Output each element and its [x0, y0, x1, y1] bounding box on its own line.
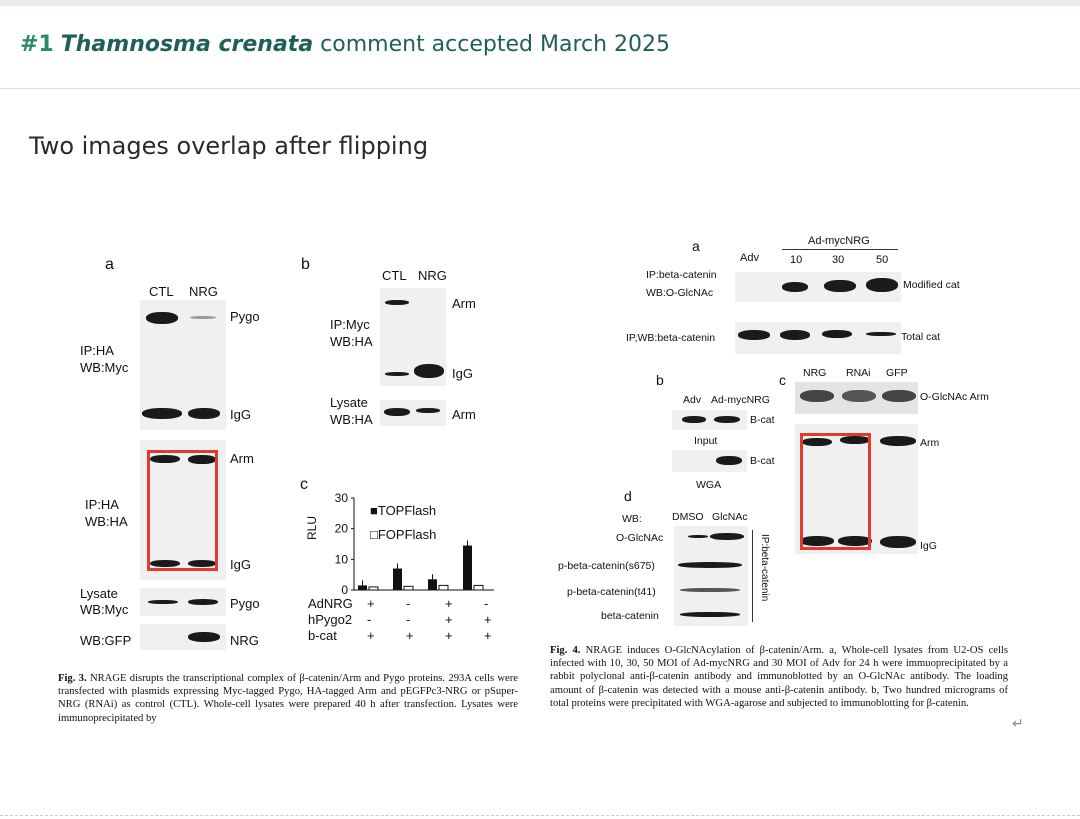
band	[682, 416, 706, 423]
panel-c-letter: c	[300, 476, 308, 493]
dose-10: 10	[790, 254, 803, 266]
wga-label: WGA	[696, 479, 722, 491]
band	[782, 282, 808, 292]
bar-fopflash	[439, 585, 448, 590]
band	[866, 278, 898, 292]
lysate-wb-ha-label: Lysate WB:HA	[330, 395, 373, 427]
ip-bracket	[752, 530, 753, 622]
bar-fopflash	[369, 587, 378, 590]
comment-text: Two images overlap after flipping	[29, 132, 429, 160]
treatment-sign: +	[445, 596, 453, 611]
treatment-sign: +	[484, 628, 492, 643]
band	[414, 364, 444, 378]
row-p-s675: p-beta-catenin(s675)	[558, 560, 655, 572]
bar-fopflash	[404, 586, 413, 590]
bar-topflash	[463, 546, 472, 590]
fig3-caption	[58, 672, 518, 734]
dose-30: 30	[832, 254, 845, 266]
ad-mycnrg-group: Ad-mycNRG	[808, 235, 870, 247]
igg-label-4: IgG	[920, 540, 937, 552]
fig4-caption-lead: Fig. 4.	[550, 645, 581, 656]
band	[822, 330, 852, 338]
band	[148, 600, 178, 604]
panel-a-letter-4: a	[692, 238, 700, 254]
y-tick-label: 20	[334, 521, 348, 536]
oglcnac-arm-label: O-GlcNAc Arm	[920, 391, 989, 403]
glcnac-label: GlcNAc	[712, 511, 748, 523]
comment-header	[20, 32, 670, 57]
treatment-sign: +	[445, 612, 453, 627]
arm-label-b: Arm	[452, 296, 476, 311]
panel-b-letter: b	[301, 256, 310, 273]
band	[680, 612, 740, 617]
lane-nrg-4: NRG	[803, 367, 827, 379]
panel-a-letter: a	[105, 256, 114, 273]
band	[880, 536, 916, 548]
treatment-sign: +	[406, 628, 414, 643]
band	[880, 436, 916, 446]
igg-label-2: IgG	[230, 557, 251, 572]
arm-label: Arm	[230, 451, 254, 466]
legend-fopflash: □FOPFlash	[370, 527, 437, 542]
ip-beta-catenin-side-label: IP:beta-catenin	[759, 534, 770, 602]
pygo-label-2: Pygo	[230, 596, 260, 611]
band	[678, 562, 742, 568]
bar-topflash	[358, 585, 367, 590]
band	[680, 588, 740, 592]
band	[385, 372, 409, 376]
lane-ctl: CTL	[149, 284, 174, 299]
y-tick-label: 30	[334, 491, 348, 505]
dose-50: 50	[876, 254, 889, 266]
treatment-sign: +	[445, 628, 453, 643]
ip-beta-catenin-label: IP:beta-catenin WB:O-GlcNAc	[646, 269, 717, 299]
lane-ctl-b: CTL	[382, 268, 407, 283]
band	[188, 632, 220, 642]
modified-cat-label: Modified cat	[903, 279, 960, 291]
band	[188, 408, 220, 419]
row-oglcnac: O-GlcNAc	[616, 532, 664, 544]
blot-d	[674, 526, 748, 626]
lysate-wb-myc-label: Lysate WB:Myc	[80, 586, 129, 617]
legend-fopflash-text: FOPFlash	[377, 527, 437, 542]
treatment-sign: +	[367, 628, 375, 643]
row-p-t41: p-beta-catenin(t41)	[567, 586, 656, 598]
fig4-caption	[550, 644, 1008, 734]
comment-number: #1	[20, 32, 54, 57]
band	[188, 599, 218, 605]
band	[842, 390, 876, 402]
band	[190, 316, 216, 319]
legend-topflash: ■TOPFlash	[370, 503, 437, 518]
treatment-sign: -	[406, 612, 411, 627]
treatment-sign: +	[367, 596, 375, 611]
input-label: Input	[694, 435, 718, 447]
lane-gfp-4: GFP	[886, 367, 908, 379]
y-tick-label: 0	[341, 583, 348, 597]
ip-myc-wb-ha-label: IP:Myc WB:HA	[330, 317, 373, 349]
group-line	[782, 249, 898, 250]
band	[385, 300, 409, 305]
adv-label: Adv	[740, 252, 759, 264]
overlap-highlight-box-2	[800, 433, 871, 550]
bar-topflash	[428, 579, 437, 590]
comment-status: comment accepted March 2025	[320, 32, 671, 57]
treatment-name: AdNRG	[308, 596, 353, 611]
panel-d-letter-4: d	[624, 488, 632, 504]
legend-topflash-text: TOPFlash	[377, 503, 437, 518]
ip-ha-wb-ha-label: IP:HA WB:HA	[85, 497, 128, 529]
band	[688, 535, 708, 538]
band	[780, 330, 810, 340]
fig4-caption-text: NRAGE induces O-GlcNAcylation of β-catenin/Arm. a, Whole-cell lysates from U2-OS cells infected with 10, 30, 50 MOI of Ad-mycNRG and 30 MOI of Adv for 24 h were immuoprecipitated by a rabbit polyclonal anti-β-catenin antibody and immunoblotted by an O-GlcNAc antibody. The loading amount of β-catenin was detected with a mouse anti-β-catenin antibody. b, Two hundred micrograms of total proteins were precipitated with WGA-agarose and subjected to immunoblotting for β-catenin.	[550, 645, 1008, 709]
igg-label-b: IgG	[452, 366, 473, 381]
band	[416, 408, 440, 413]
divider	[0, 88, 1080, 89]
panel-b-letter-4: b	[656, 372, 664, 388]
band	[824, 280, 856, 292]
row-beta-catenin: beta-catenin	[601, 610, 659, 622]
top-bar	[0, 0, 1080, 6]
rlu-label: RLU	[305, 515, 319, 540]
bcat-label: B-cat	[750, 414, 775, 426]
return-icon: ↵	[1012, 716, 1024, 732]
panel-c-letter-4: c	[779, 372, 786, 388]
nrg-label: NRG	[230, 633, 259, 648]
fig3-caption-text: NRAGE disrupts the transcriptional complex of β-catenin/Arm and Pygo proteins. 293A cells were transfected with plasmids expressing Myc-tagged Pygo, HA-tagged Arm and pEGFPc3-NRG or pSuper-NRG (RNAi) as control (CTL). Whole-cell lysates were prepared 40 h after transfection. Lysates were immunoprecipitated by	[58, 673, 518, 724]
treatment-name: hPygo2	[308, 612, 353, 627]
ip-ha-wb-myc-label: IP:HA WB:Myc	[80, 343, 129, 375]
bottom-divider	[0, 815, 1080, 816]
treatment-sign: +	[484, 612, 492, 627]
band	[716, 456, 742, 465]
lane-rnai-4: RNAi	[846, 367, 871, 379]
arm-label-4: Arm	[920, 437, 940, 449]
wb-label: WB:	[622, 513, 642, 525]
pygo-label: Pygo	[230, 309, 260, 324]
ip-wb-beta-catenin-label: IP,WB:beta-catenin	[626, 332, 716, 344]
treatment-sign: -	[367, 612, 372, 627]
treatment-sign: -	[406, 596, 411, 611]
band	[738, 330, 770, 340]
lane-nrg: NRG	[189, 284, 218, 299]
species-name[interactable]: Thamnosma crenata	[60, 32, 314, 57]
bar-fopflash	[474, 585, 483, 590]
band	[866, 332, 896, 336]
total-cat-label: Total cat	[901, 331, 941, 343]
band	[714, 416, 740, 423]
igg-label: IgG	[230, 407, 251, 422]
wb-gfp-label: WB:GFP	[80, 633, 132, 648]
bcat-label-2: B-cat	[750, 455, 775, 467]
y-tick-label: 10	[334, 552, 348, 567]
dmso-label: DMSO	[672, 511, 704, 523]
fig3-caption-lead: Fig. 3.	[58, 673, 87, 684]
band	[882, 390, 916, 402]
ad-mycnrg-b-label: Ad-mycNRG	[711, 394, 770, 406]
arm-label-b2: Arm	[452, 407, 476, 422]
band	[146, 312, 178, 324]
band	[142, 408, 182, 419]
bar-topflash	[393, 569, 402, 590]
adv-b-label: Adv	[683, 394, 702, 406]
treatment-name: b-cat	[308, 628, 337, 643]
lane-nrg-b: NRG	[418, 268, 447, 283]
band	[384, 408, 410, 416]
band	[800, 390, 834, 402]
overlap-highlight-box	[147, 450, 218, 571]
treatment-sign: -	[484, 596, 489, 611]
band	[710, 533, 744, 540]
